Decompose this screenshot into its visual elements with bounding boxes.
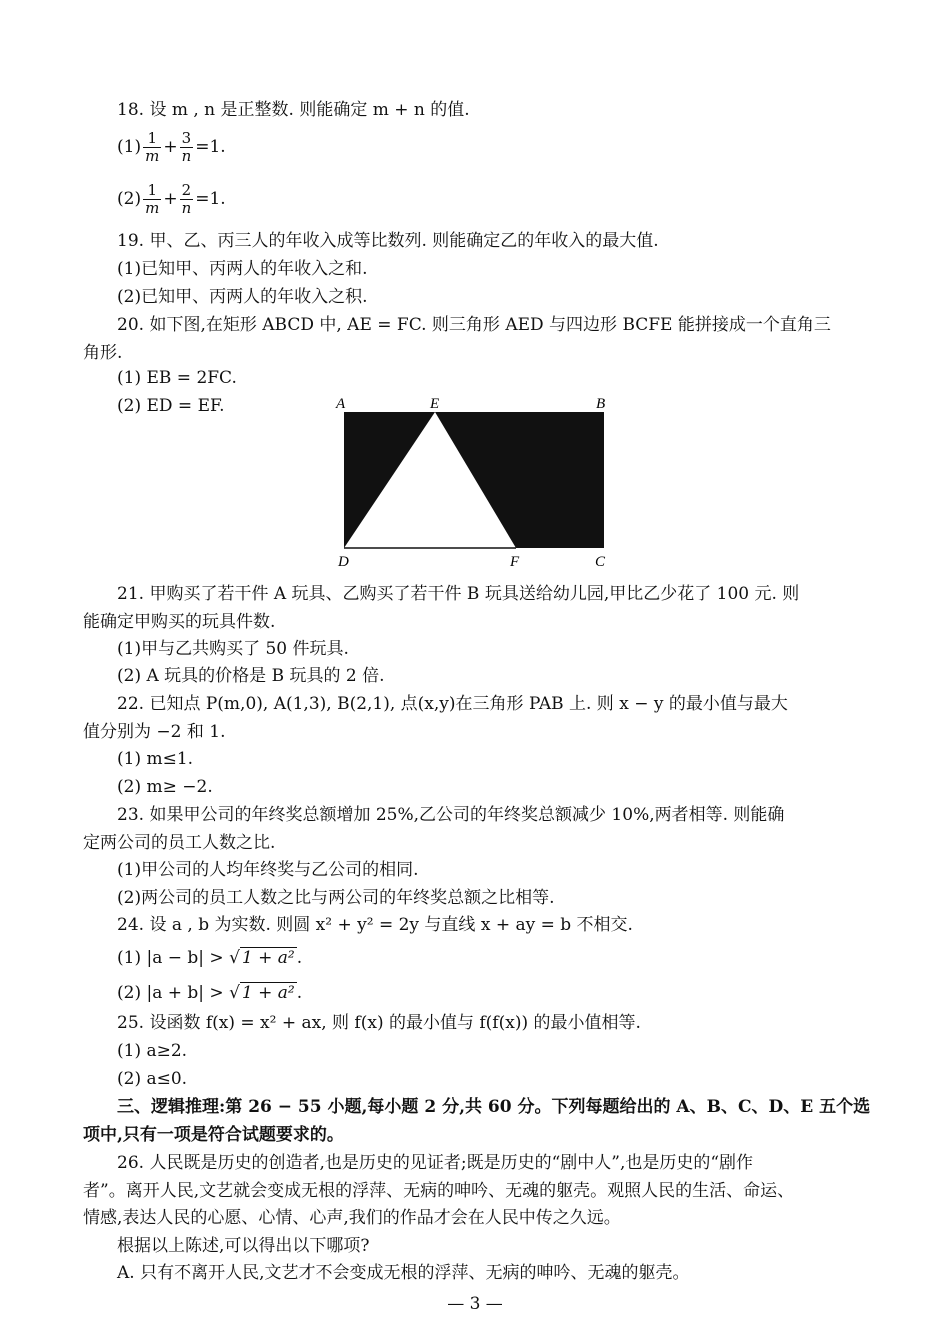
plus-sign: + [163, 189, 178, 209]
q24-choice-2 [117, 982, 302, 1004]
q21-line1: 21. 甲购买了若干件 A 玩具、乙购买了若干件 B 玩具送给幼儿园,甲比乙少花了 100 元. 则 [117, 584, 800, 604]
q19-choice-1: (1)已知甲、丙两人的年收入之和. [117, 259, 368, 279]
label-d: D [338, 554, 349, 570]
q22-line2: 值分别为 −2 和 1. [83, 722, 226, 742]
fraction-denominator: m [145, 199, 160, 217]
fraction [143, 182, 161, 217]
q26-line1: 26. 人民既是历史的创造者,也是历史的见证者;既是历史的“剧中人”,也是历史的“剧作 [117, 1153, 754, 1173]
q20-stem-line1: 20. 如下图,在矩形 ABCD 中, AE = FC. 则三角形 AED 与四边形 BCFE 能拼接成一个直角三 [117, 315, 831, 335]
fraction-numerator: 1 [143, 182, 161, 200]
q18-stem: 18. 设 m , n 是正整数. 则能确定 m + n 的值. [117, 100, 470, 120]
section-3-heading-line1: 三、逻辑推理:第 26 − 55 小题,每小题 2 分,共 60 分。下列每题给出的 A、B、C、D、E 五个选 [117, 1097, 871, 1117]
label-a: A [336, 396, 346, 412]
fraction-numerator: 2 [180, 182, 194, 200]
fraction [180, 130, 194, 165]
equation-tail: =1. [195, 137, 226, 157]
label-b: B [596, 396, 606, 412]
q24-c1-prefix: (1) |a − b| > [117, 948, 230, 968]
q23-line1: 23. 如果甲公司的年终奖总额增加 25%,乙公司的年终奖总额减少 10%,两者相等. 则能确 [117, 805, 785, 825]
q22-line1: 22. 已知点 P(m,0), A(1,3), B(2,1), 点(x,y)在三角形 PAB 上. 则 x − y 的最小值与最大 [117, 694, 788, 714]
q23-choice-2: (2)两公司的员工人数之比与两公司的年终奖总额之比相等. [117, 888, 555, 908]
q25-choice-2: (2) a≤0. [117, 1069, 188, 1089]
q26-line2: 者”。离开人民,文艺就会变成无根的浮萍、无病的呻吟、无魂的躯壳。观照人民的生活、命运、 [83, 1181, 795, 1201]
fraction-denominator: n [181, 199, 192, 217]
fraction [143, 130, 161, 165]
period: . [296, 948, 303, 968]
q18-c1-prefix: (1) [117, 137, 142, 157]
period: . [296, 983, 303, 1003]
q21-choice-2: (2) A 玩具的价格是 B 玩具的 2 倍. [117, 666, 385, 686]
q22-choice-2: (2) m≥ −2. [117, 777, 213, 797]
q25-stem: 25. 设函数 f(x) = x² + ax, 则 f(x) 的最小值与 f(f(x)) 的最小值相等. [117, 1013, 641, 1033]
q23-choice-1: (1)甲公司的人均年终奖与乙公司的相同. [117, 860, 419, 880]
fraction-numerator: 3 [180, 130, 194, 148]
q24-choice-1 [117, 947, 302, 969]
radicand: 1 + a² [241, 948, 295, 968]
q25-choice-1: (1) a≥2. [117, 1041, 188, 1061]
q24-stem: 24. 设 a , b 为实数. 则圆 x² + y² = 2y 与直线 x + ay = b 不相交. [117, 915, 633, 935]
q24-c2-prefix: (2) |a + b| > [117, 983, 230, 1003]
q18-choice-2 [117, 182, 226, 217]
label-e: E [430, 396, 440, 412]
q20-choice-2: (2) ED = EF. [117, 396, 225, 416]
q26-line3: 情感,表达人民的心愿、心情、心声,我们的作品才会在人民中传之久远。 [83, 1208, 621, 1228]
label-f: F [510, 554, 520, 570]
q20-stem-line2: 角形. [83, 343, 123, 363]
square-root: √ 1 + a² [229, 948, 295, 968]
fraction-numerator: 1 [143, 130, 161, 148]
rectangle-figure [330, 392, 620, 574]
q18-c2-prefix: (2) [117, 189, 142, 209]
q23-line2: 定两公司的员工人数之比. [83, 833, 276, 853]
square-root: √ 1 + a² [229, 983, 295, 1003]
q26-question: 根据以上陈述,可以得出以下哪项? [117, 1236, 370, 1256]
plus-sign: + [163, 137, 178, 157]
q18-choice-1 [117, 130, 226, 165]
q20-choice-1: (1) EB = 2FC. [117, 368, 237, 388]
q26-option-a: A. 只有不离开人民,文艺才不会变成无根的浮萍、无病的呻吟、无魂的躯壳。 [117, 1263, 690, 1283]
fraction [180, 182, 194, 217]
q22-choice-1: (1) m≤1. [117, 749, 194, 769]
q21-choice-1: (1)甲与乙共购买了 50 件玩具. [117, 639, 349, 659]
q19-stem: 19. 甲、乙、丙三人的年收入成等比数列. 则能确定乙的年收入的最大值. [117, 231, 659, 251]
label-c: C [595, 554, 606, 570]
section-3-heading-line2: 项中,只有一项是符合试题要求的。 [83, 1125, 344, 1145]
fraction-denominator: n [181, 147, 192, 165]
q21-line2: 能确定甲购买的玩具件数. [83, 612, 276, 632]
q19-choice-2: (2)已知甲、丙两人的年收入之积. [117, 287, 368, 307]
radicand: 1 + a² [241, 983, 295, 1003]
page-number: — 3 — [447, 1294, 503, 1314]
equation-tail: =1. [195, 189, 226, 209]
fraction-denominator: m [145, 147, 160, 165]
